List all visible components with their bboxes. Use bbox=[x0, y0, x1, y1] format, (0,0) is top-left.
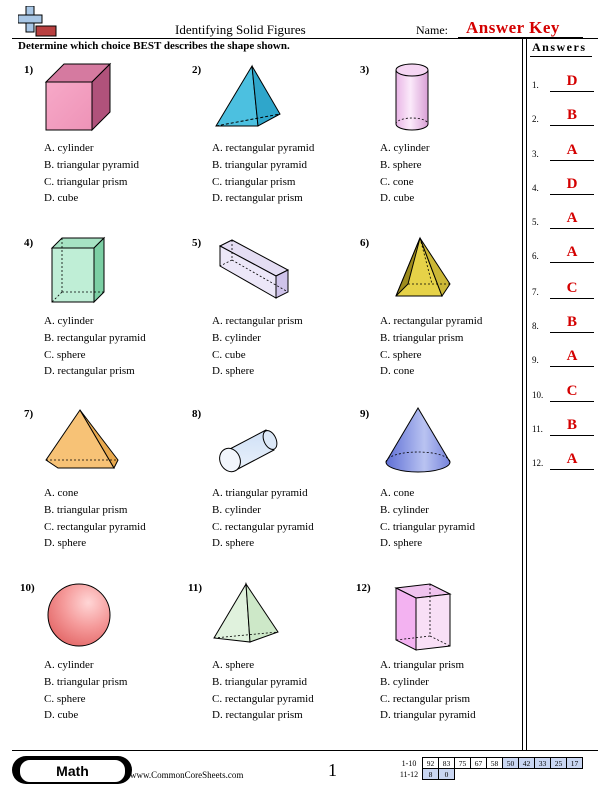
answer-number: 1. bbox=[532, 80, 539, 90]
answer-key-label: Answer Key bbox=[466, 18, 560, 37]
long-rectangular-prism-figure bbox=[218, 238, 290, 307]
answer-choices bbox=[380, 140, 429, 207]
triangular-prism-figure bbox=[394, 582, 452, 657]
score-row bbox=[396, 758, 583, 769]
question-number: 3) bbox=[360, 64, 370, 76]
answer-column-divider-inner bbox=[526, 38, 527, 750]
answer-choices bbox=[44, 313, 146, 380]
choice-b[interactable]: B. cylinder bbox=[212, 331, 261, 344]
answer-value[interactable]: C bbox=[566, 280, 578, 296]
answer-number: 7. bbox=[532, 287, 539, 297]
answer-number: 11. bbox=[532, 424, 543, 434]
choice-c[interactable]: C. sphere bbox=[44, 692, 86, 705]
choice-b[interactable]: B. triangular pyramid bbox=[212, 675, 308, 688]
choice-a[interactable]: A. cylinder bbox=[44, 315, 94, 327]
score-cell: 33 bbox=[535, 758, 551, 769]
choice-a[interactable]: A. rectangular pyramid bbox=[212, 142, 315, 154]
answer-choices bbox=[44, 657, 127, 724]
logo-plus-minus-icon bbox=[18, 6, 58, 38]
answer-choices bbox=[380, 313, 482, 380]
score-row-label: 11-12 bbox=[399, 769, 419, 779]
choice-c[interactable]: C. triangular pyramid bbox=[380, 520, 476, 533]
answer-row bbox=[532, 416, 596, 436]
choice-d[interactable]: D. sphere bbox=[44, 537, 87, 550]
answer-row bbox=[532, 141, 596, 161]
score-cell: 8 bbox=[423, 769, 439, 780]
worksheet-title: Identifying Solid Figures bbox=[175, 22, 306, 37]
choice-d[interactable]: D. triangular pyramid bbox=[380, 709, 476, 722]
triangular-pyramid-figure bbox=[212, 62, 284, 137]
choice-d[interactable]: D. cube bbox=[44, 192, 79, 205]
choice-b[interactable]: B. triangular pyramid bbox=[212, 158, 308, 171]
choice-a[interactable]: A. triangular prism bbox=[380, 659, 465, 671]
choice-d[interactable]: D. cone bbox=[380, 365, 415, 378]
choice-d[interactable]: D. sphere bbox=[380, 537, 423, 550]
choice-c[interactable]: C. rectangular pyramid bbox=[44, 520, 146, 533]
choice-a[interactable]: A. cone bbox=[380, 487, 415, 499]
answer-value[interactable]: B bbox=[566, 417, 577, 433]
math-badge: Math bbox=[18, 758, 127, 784]
answer-row bbox=[532, 175, 596, 195]
score-cell: 42 bbox=[519, 758, 535, 769]
question-number: 2) bbox=[192, 64, 202, 76]
choice-c[interactable]: C. cube bbox=[212, 348, 246, 361]
answer-number: 6. bbox=[532, 251, 539, 261]
choice-a[interactable]: A. triangular pyramid bbox=[212, 487, 308, 499]
answer-row bbox=[532, 279, 596, 299]
answer-value[interactable]: A bbox=[566, 244, 578, 260]
choice-b[interactable]: B. cylinder bbox=[380, 675, 429, 688]
answer-choices bbox=[44, 485, 146, 552]
choice-a[interactable]: A. sphere bbox=[212, 659, 255, 671]
choice-b[interactable]: B. rectangular pyramid bbox=[44, 331, 146, 344]
choice-a[interactable]: A. cylinder bbox=[44, 659, 94, 671]
answer-value[interactable]: B bbox=[566, 314, 577, 330]
name-label: Name: bbox=[416, 23, 448, 37]
score-row bbox=[396, 769, 583, 780]
choice-b[interactable]: B. sphere bbox=[380, 158, 422, 171]
answer-choices bbox=[212, 485, 314, 552]
score-cell: 83 bbox=[439, 758, 455, 769]
question-number: 1) bbox=[24, 64, 34, 76]
answer-choices bbox=[380, 657, 476, 724]
score-cell: 67 bbox=[471, 758, 487, 769]
footer-divider bbox=[12, 750, 598, 751]
choice-b[interactable]: B. triangular prism bbox=[380, 331, 464, 344]
answer-number: 9. bbox=[532, 355, 539, 365]
choice-c[interactable]: C. rectangular pyramid bbox=[212, 520, 314, 533]
answer-row bbox=[532, 106, 596, 126]
choice-c[interactable]: C. rectangular prism bbox=[380, 692, 471, 705]
choice-b[interactable]: B. cylinder bbox=[380, 503, 429, 516]
answer-value[interactable]: A bbox=[566, 210, 578, 226]
choice-c[interactable]: C. cone bbox=[380, 175, 414, 188]
choice-c[interactable]: C. rectangular pyramid bbox=[212, 692, 314, 705]
question-number: 12) bbox=[356, 582, 371, 594]
answer-number: 3. bbox=[532, 149, 539, 159]
choice-d[interactable]: D. rectangular prism bbox=[212, 709, 303, 722]
question-number: 5) bbox=[192, 237, 202, 249]
choice-b[interactable]: B. triangular pyramid bbox=[44, 158, 140, 171]
question-number: 10) bbox=[20, 582, 35, 594]
choice-c[interactable]: C. sphere bbox=[44, 348, 86, 361]
rectangular-prism-figure bbox=[50, 236, 106, 309]
answer-row bbox=[532, 313, 596, 333]
score-cell: 75 bbox=[455, 758, 471, 769]
choice-c[interactable]: C. triangular prism bbox=[44, 175, 128, 188]
answer-number: 5. bbox=[532, 217, 539, 227]
choice-a[interactable]: A. rectangular prism bbox=[212, 315, 303, 327]
answer-row bbox=[532, 382, 596, 402]
score-row-label: 1-10 bbox=[401, 758, 417, 768]
choice-d[interactable]: D. sphere bbox=[212, 365, 255, 378]
choice-c[interactable]: C. triangular prism bbox=[212, 175, 296, 188]
answer-value[interactable]: C bbox=[566, 383, 578, 399]
sphere-figure bbox=[46, 582, 112, 653]
question-number: 7) bbox=[24, 408, 34, 420]
score-cell: 17 bbox=[567, 758, 583, 769]
rectangular-pyramid-figure bbox=[44, 408, 120, 477]
choice-d[interactable]: D. cube bbox=[44, 709, 79, 722]
choice-b[interactable]: B. triangular prism bbox=[44, 503, 128, 516]
answer-row bbox=[532, 243, 596, 263]
answer-value[interactable]: D bbox=[566, 73, 578, 89]
answer-value[interactable]: B bbox=[566, 107, 577, 123]
answer-value[interactable]: A bbox=[566, 142, 578, 158]
triangular-pyramid-figure bbox=[212, 582, 282, 649]
choice-a[interactable]: A. cone bbox=[44, 487, 79, 499]
cylinder-figure bbox=[394, 62, 430, 139]
answer-row bbox=[532, 72, 596, 92]
answer-number: 2. bbox=[532, 114, 539, 124]
answer-number: 8. bbox=[532, 321, 539, 331]
answer-choices bbox=[212, 140, 314, 207]
choice-b[interactable]: B. triangular prism bbox=[44, 675, 128, 688]
answers-heading: Answers bbox=[532, 40, 587, 54]
answer-number: 12. bbox=[532, 458, 544, 468]
header-divider bbox=[12, 38, 598, 39]
rectangular-pyramid-figure bbox=[394, 236, 452, 305]
question-number: 11) bbox=[188, 582, 203, 594]
answer-number: 4. bbox=[532, 183, 539, 193]
question-number: 6) bbox=[360, 237, 370, 249]
answer-row bbox=[532, 450, 596, 470]
answer-choices bbox=[44, 140, 139, 207]
choice-a[interactable]: A. cylinder bbox=[44, 142, 94, 154]
score-table bbox=[396, 757, 583, 780]
answer-column-divider bbox=[522, 38, 523, 750]
answer-row bbox=[532, 209, 596, 229]
answers-heading-underline bbox=[530, 56, 592, 57]
answer-choices bbox=[380, 485, 475, 552]
answer-choices bbox=[212, 313, 303, 380]
choice-a[interactable]: A. cylinder bbox=[380, 142, 430, 154]
answer-value[interactable]: D bbox=[566, 176, 578, 192]
page-number: 1 bbox=[328, 760, 337, 780]
choice-d[interactable]: D. rectangular prism bbox=[44, 365, 135, 378]
cylinder-side-figure bbox=[216, 428, 278, 479]
choice-d[interactable]: D. cube bbox=[380, 192, 415, 205]
site-url[interactable]: www.CommonCoreSheets.com bbox=[130, 770, 244, 780]
cube-figure bbox=[44, 62, 116, 137]
choice-c[interactable]: C. sphere bbox=[380, 348, 422, 361]
answer-number: 10. bbox=[532, 390, 544, 400]
choice-a[interactable]: A. rectangular pyramid bbox=[380, 315, 483, 327]
question-number: 8) bbox=[192, 408, 202, 420]
score-cell: 58 bbox=[487, 758, 503, 769]
answer-row bbox=[532, 347, 596, 367]
question-number: 4) bbox=[24, 237, 34, 249]
answer-value[interactable]: A bbox=[566, 451, 578, 467]
instructions: Determine which choice BEST describes the shape shown. bbox=[18, 40, 290, 52]
score-cell: 50 bbox=[503, 758, 519, 769]
answer-choices bbox=[212, 657, 314, 724]
choice-d[interactable]: D. rectangular prism bbox=[212, 192, 303, 205]
score-cell: 0 bbox=[439, 769, 455, 780]
cone-figure bbox=[384, 406, 454, 479]
score-cell: 25 bbox=[551, 758, 567, 769]
choice-d[interactable]: D. sphere bbox=[212, 537, 255, 550]
answer-value[interactable]: A bbox=[566, 348, 578, 364]
score-cell: 92 bbox=[423, 758, 439, 769]
question-number: 9) bbox=[360, 408, 370, 420]
choice-b[interactable]: B. cylinder bbox=[212, 503, 261, 516]
